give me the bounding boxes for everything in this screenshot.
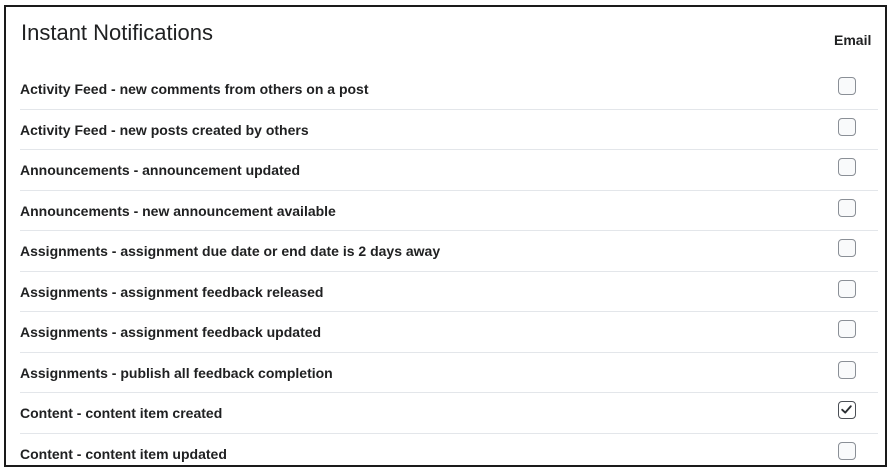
notification-label: Announcements - new announcement available (20, 202, 336, 219)
email-checkbox[interactable] (838, 361, 856, 379)
notification-label: Activity Feed - new comments from others on a post (20, 81, 369, 97)
notification-row (20, 434, 878, 475)
notification-label: Announcements - announcement updated (20, 162, 301, 178)
notification-row (20, 272, 878, 313)
instant-notifications-panel (4, 5, 887, 467)
email-checkbox[interactable] (838, 239, 856, 257)
notification-label: Assignments - assignment feedback updated (20, 324, 322, 340)
notification-row (20, 191, 878, 232)
notification-label: Assignments - publish all feedback completion (20, 364, 333, 381)
notification-row (20, 353, 878, 394)
notification-list (20, 69, 878, 474)
notification-label: Activity Feed - new posts created by others (20, 121, 309, 138)
notification-row (20, 150, 878, 191)
notification-row (20, 110, 878, 151)
email-checkbox[interactable] (838, 158, 856, 176)
notification-row (20, 393, 878, 434)
email-checkbox[interactable] (838, 77, 856, 95)
panel-title: Instant Notifications (21, 20, 213, 45)
email-checkbox[interactable] (838, 118, 856, 136)
notification-row (20, 312, 878, 353)
notification-label: Content - content item created (20, 405, 223, 421)
notification-row (20, 69, 878, 110)
notification-label: Assignments - assignment feedback released (20, 283, 324, 300)
email-checkbox[interactable] (838, 401, 856, 419)
checkmark-icon (840, 403, 853, 416)
email-column-header: Email (834, 32, 872, 48)
email-checkbox[interactable] (838, 199, 856, 217)
notification-label: Assignments - assignment due date or end date is 2 days away (20, 243, 441, 259)
notification-row (20, 231, 878, 272)
email-checkbox[interactable] (838, 320, 856, 338)
email-checkbox[interactable] (838, 280, 856, 298)
email-checkbox[interactable] (838, 442, 856, 460)
notification-label: Content - content item updated (20, 445, 227, 462)
